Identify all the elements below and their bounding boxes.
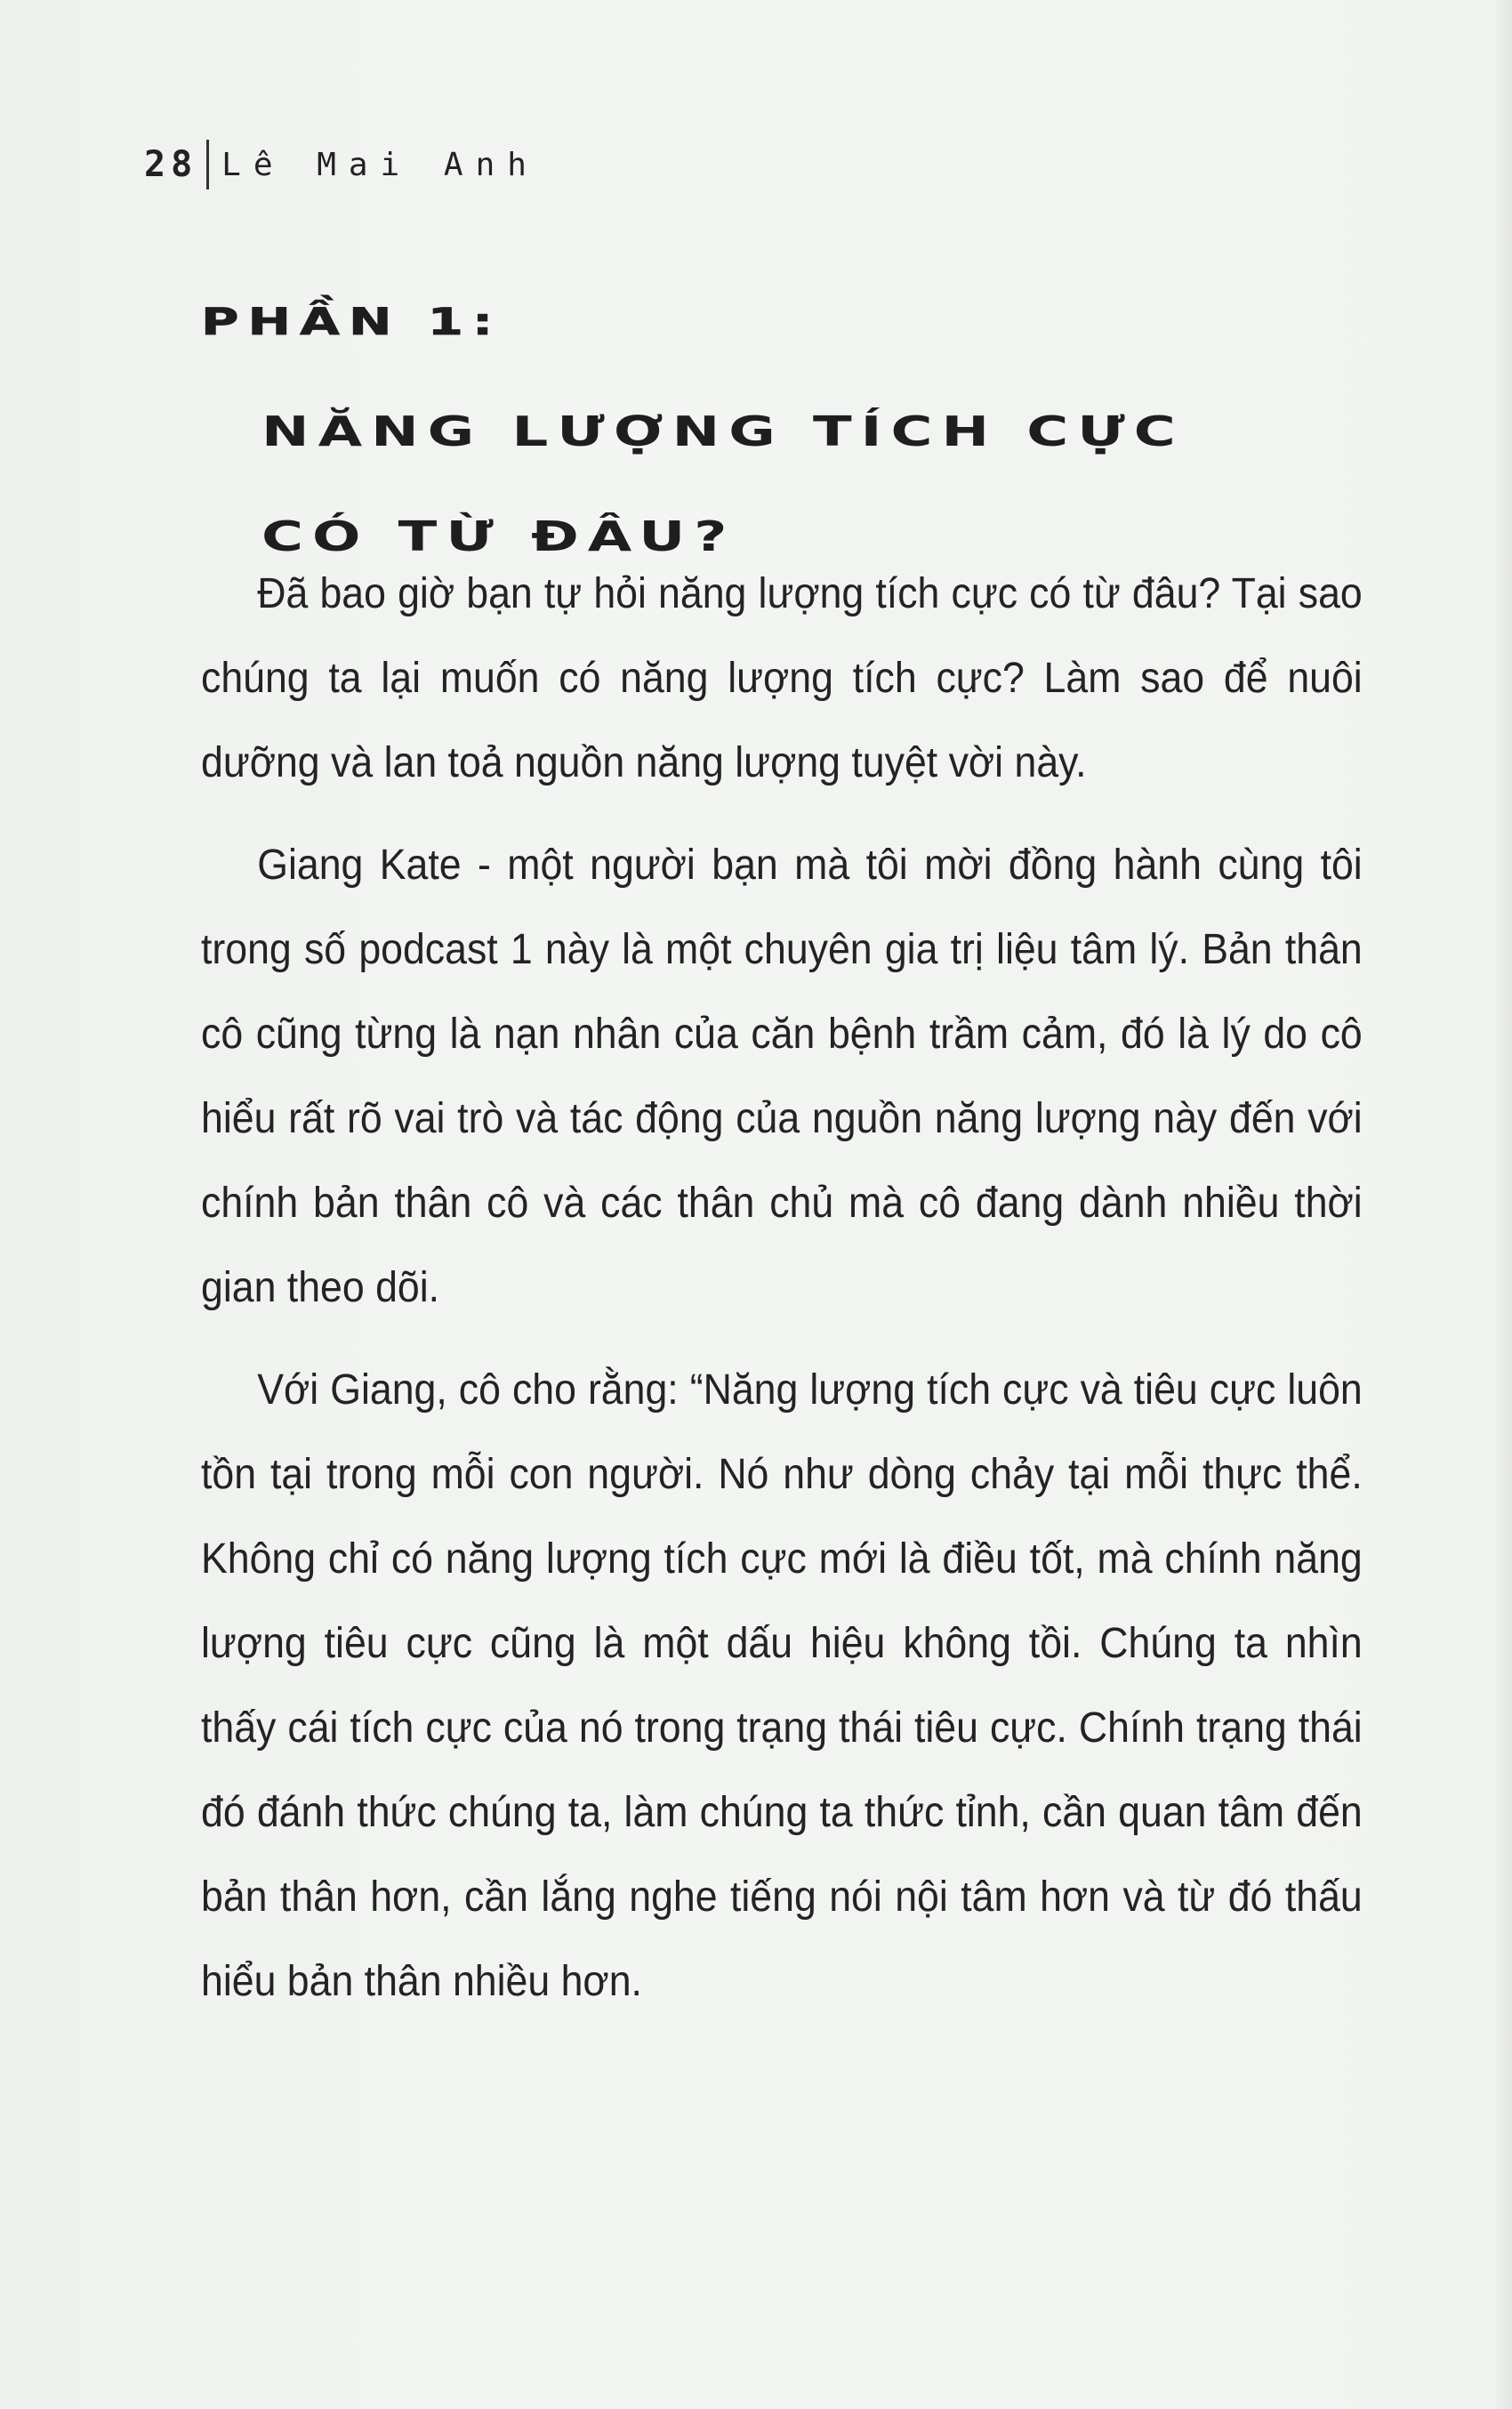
part-label: PHẦN 1:: [201, 300, 503, 344]
paragraph: Với Giang, cô cho rằng: “Năng lượng tích cực và tiêu cực luôn tồn tại trong mỗi con người. Nó như dòng chảy tại mỗi thực thể. Không chỉ có năng lượng tích cực mới là điều tốt, mà chính năng lượng tiêu cực cũng là một dấu hiệu không tồi. Chúng ta nhìn thấy cái tích cực của nó trong trạng thái tiêu cực. Chính trạng thái đó đánh thức chúng ta, làm chúng ta thức tỉnh, cần quan tâm đến bản thân hơn, cần lắng nghe tiếng nói nội tâm hơn và từ đó thấu hiểu bản thân nhiều hơn.: [201, 1366, 1363, 2005]
running-head-divider: [206, 140, 209, 189]
body-text: [201, 552, 1363, 2042]
running-head: [144, 133, 539, 196]
paragraph: Giang Kate - một người bạn mà tôi mời đồng hành cùng tôi trong số podcast 1 này là một chuyên gia trị liệu tâm lý. Bản thân cô cũng từng là nạn nhân của căn bệnh trầm cảm, đó là lý do cô hiểu rất rõ vai trò và tác động của nguồn năng lượng này đến với chính bản thân cô và các thân chủ mà cô đang dành nhiều thời gian theo dõi.: [201, 842, 1363, 1311]
page-edge-shadow: [1492, 0, 1512, 2409]
author-name: Lê Mai Anh: [221, 146, 539, 183]
chapter-title-line-1: NĂNG LƯỢNG TÍCH CỰC: [261, 408, 1185, 456]
page-number: 28: [144, 144, 198, 185]
paragraph: Đã bao giờ bạn tự hỏi năng lượng tích cực có từ đâu? Tại sao chúng ta lại muốn có năng lượng tích cực? Làm sao để nuôi dưỡng và lan toả nguồn năng lượng tuyệt vời này.: [201, 570, 1363, 786]
chapter-title-line-2: CÓ TỪ ĐÂU?: [261, 513, 736, 561]
chapter-heading: [201, 302, 1185, 575]
